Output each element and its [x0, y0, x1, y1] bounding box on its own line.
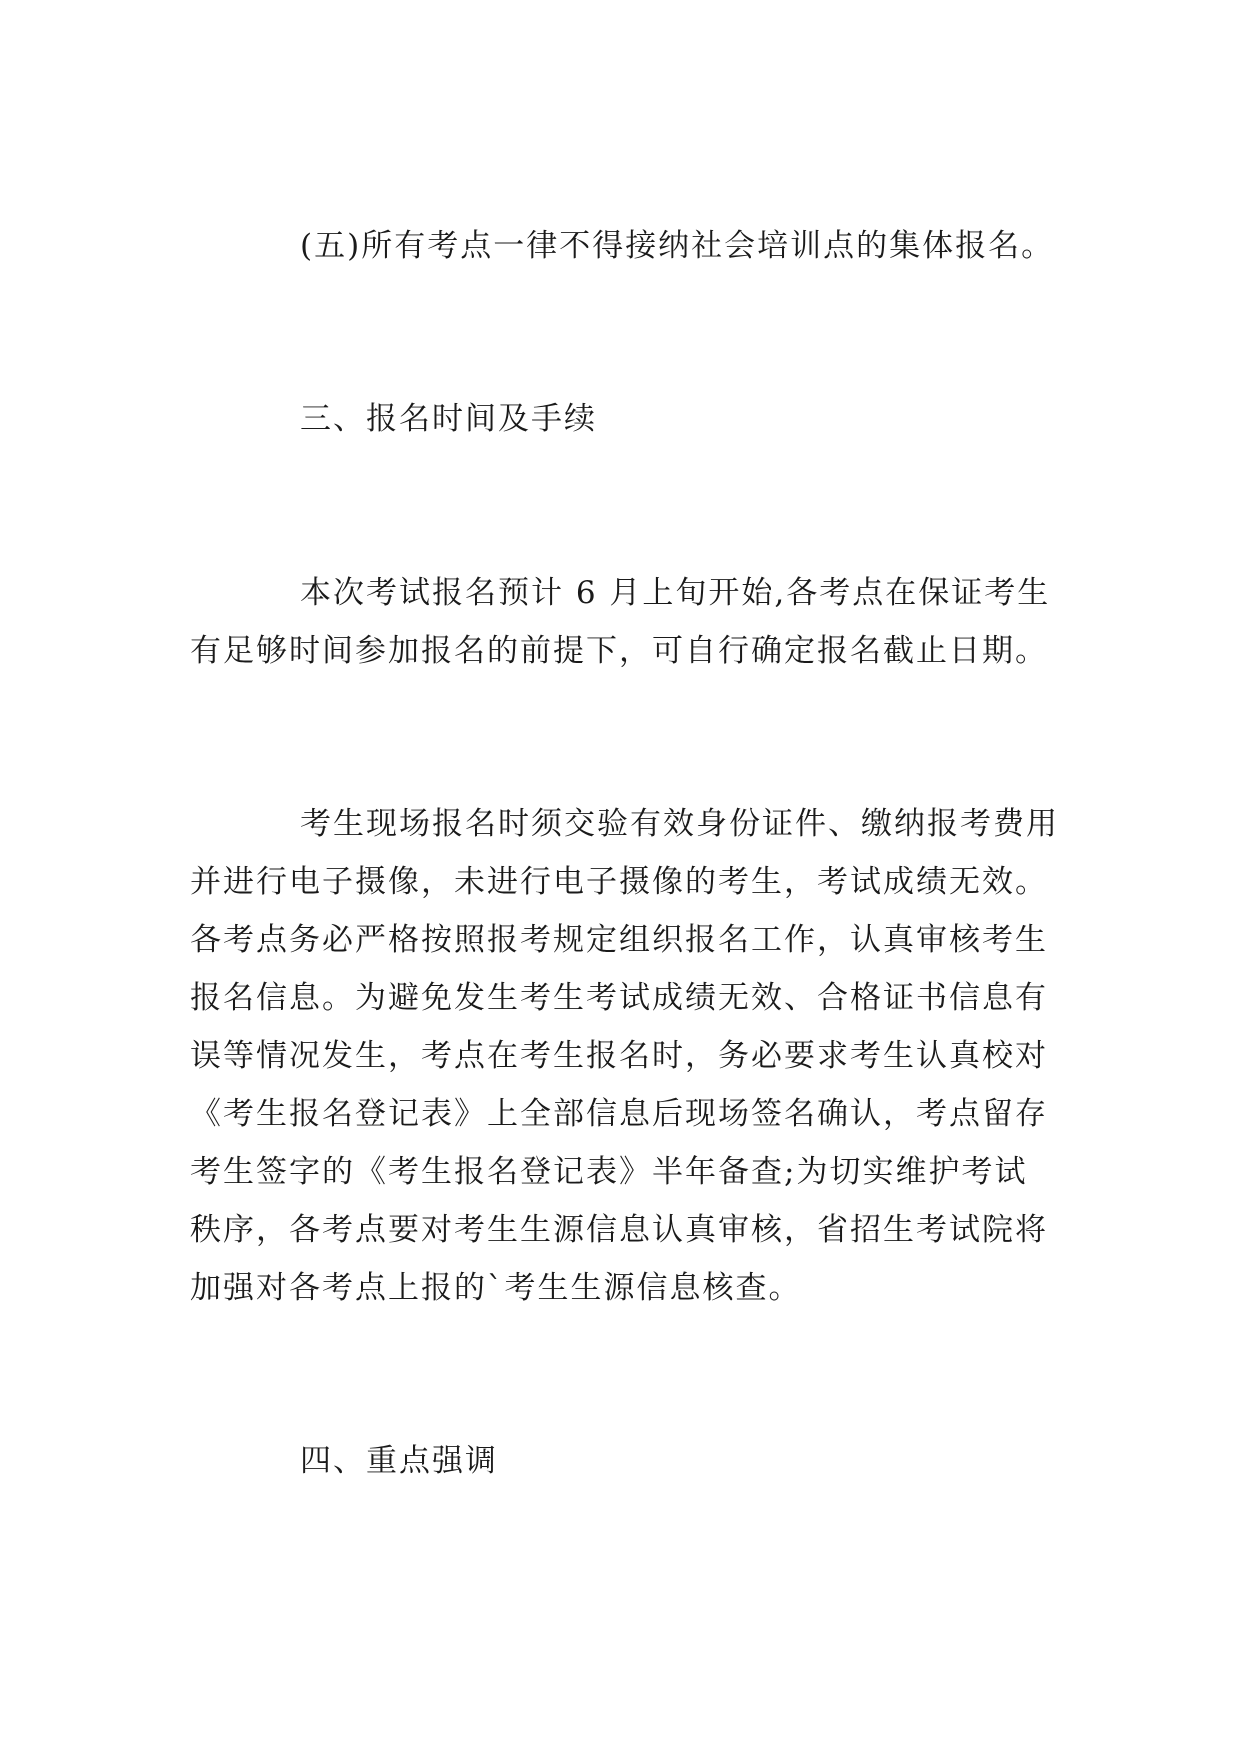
- paragraph-line: 并进行电子摄像，未进行电子摄像的考生，考试成绩无效。: [190, 864, 1048, 900]
- item-5-text: (五)所有考点一律不得接纳社会培训点的集体报名。: [300, 228, 1055, 264]
- paragraph-line: 秩序，各考点要对考生生源信息认真审核，省招生考试院将: [190, 1212, 1048, 1248]
- paragraph-line: 有足够时间参加报名的前提下，可自行确定报名截止日期。: [190, 633, 1048, 669]
- paragraph-line: 考生现场报名时须交验有效身份证件、缴纳报考费用: [300, 806, 1059, 842]
- section-3-heading: 三、报名时间及手续: [300, 401, 597, 437]
- paragraph-line: 各考点务必严格按照报考规定组织报名工作，认真审核考生: [190, 922, 1048, 958]
- paragraph-line: 加强对各考点上报的`考生生源信息核查。: [190, 1270, 802, 1306]
- paragraph-line: 考生签字的《考生报名登记表》半年备查;为切实维护考试: [190, 1154, 1028, 1190]
- paragraph-line: 《考生报名登记表》上全部信息后现场签名确认，考点留存: [190, 1096, 1048, 1132]
- paragraph-line: 报名信息。为避免发生考生考试成绩无效、合格证书信息有: [190, 980, 1048, 1016]
- section-4-heading: 四、重点强调: [300, 1443, 498, 1479]
- paragraph-line: 误等情况发生，考点在考生报名时，务必要求考生认真校对: [190, 1038, 1048, 1074]
- paragraph-line: 本次考试报名预计 6 月上旬开始,各考点在保证考生: [300, 575, 1051, 611]
